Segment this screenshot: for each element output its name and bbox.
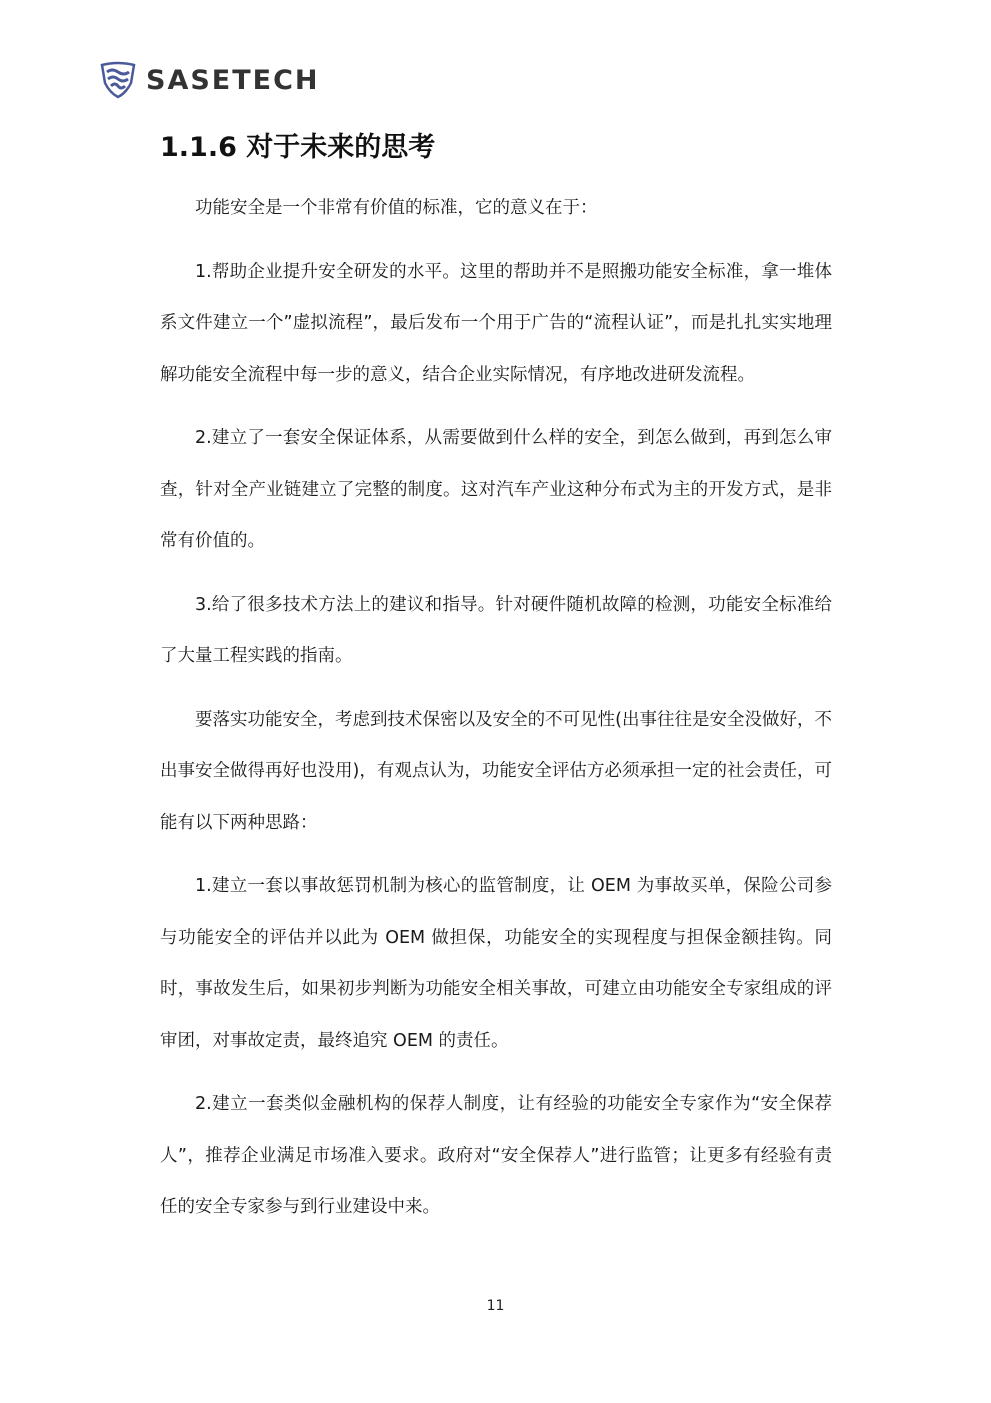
page-number: 11: [486, 1298, 505, 1314]
paragraph: 功能安全是一个非常有价值的标准，它的意义在于：: [195, 198, 598, 218]
shield-wave-icon: [100, 61, 136, 99]
page-title: 1.1.6 对于未来的思考: [160, 132, 436, 163]
paragraph: 1.帮助企业提升安全研发的水平。这里的帮助并不是照搬功能安全标准，拿一堆体系文件建立一个”虚拟流程”，最后发布一个用于广告的“流程认证”，而是扎扎实实地理解功能安全流程中每一步的意义，结合企业实际情况，有序地改进研发流程。: [160, 261, 832, 385]
page-header: [100, 60, 320, 100]
paragraph: 要落实功能安全，考虑到技术保密以及安全的不可见性(出事往往是安全没做好，不出事安全做得再好也没用)，有观点认为，功能安全评估方必须承担一定的社会责任，可能有以下两种思路：: [160, 709, 832, 833]
body-content: [160, 183, 832, 1246]
paragraph: 1.建立一套以事故惩罚机制为核心的监管制度，让 OEM 为事故买单，保险公司参与功能安全的评估并以此为 OEM 做担保，功能安全的实现程度与担保金额挂钩。同时，事故发生后，如果初步判断为功能安全相关事故，可建立由功能安全专家组成的评审团，对事故定责，最终追究 OEM 的责任。: [160, 876, 832, 1051]
paragraph: 2.建立一套类似金融机构的保荐人制度，让有经验的功能安全专家作为“安全保荐人”，推荐企业满足市场准入要求。政府对“安全保荐人”进行监管；让更多有经验有责任的安全专家参与到行业建设中来。: [160, 1094, 832, 1217]
paragraph: 2.建立了一套安全保证体系，从需要做到什么样的安全，到怎么做到，再到怎么审查，针对全产业链建立了完整的制度。这对汽车产业这种分布式为主的开发方式，是非常有价值的。: [160, 428, 832, 551]
logo-text: SASETECH: [146, 64, 320, 96]
paragraph: 3.给了很多技术方法上的建议和指导。针对硬件随机故障的检测，功能安全标准给了大量工程实践的指南。: [160, 594, 832, 666]
